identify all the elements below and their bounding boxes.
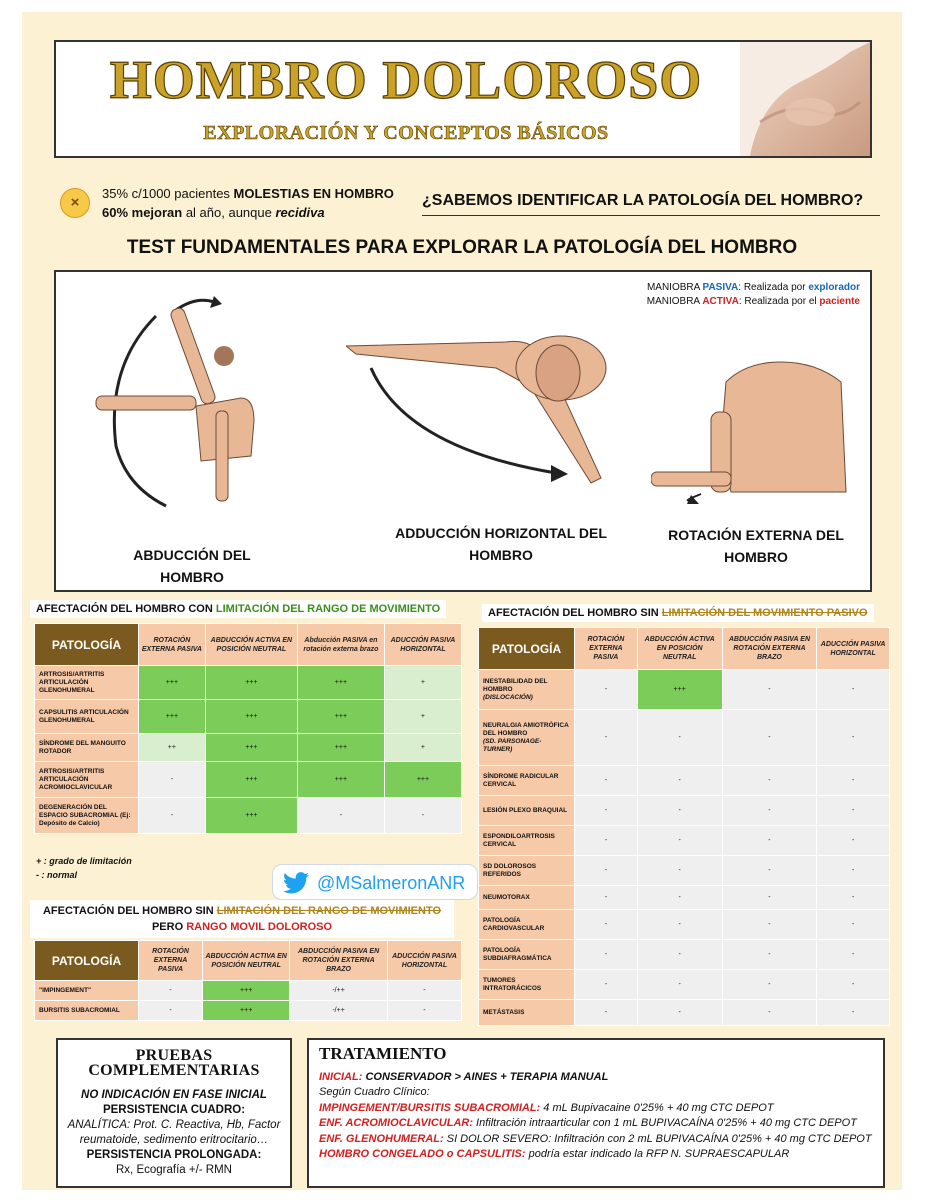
twitter-handle-badge[interactable] [272,864,478,900]
table1-header-pat: PATOLOGÍA [35,624,139,666]
table3-title: AFECTACIÓN DEL HOMBRO SIN LIMITACIÓN DEL RANGO DE MOVIMIENTO PERO RANGO MOVIL DOLOROSO [30,900,454,938]
table-cell: TUMORES INTRATORÁCICOS [479,970,575,1000]
pruebas-box [56,1038,292,1188]
table-cell: - [575,710,638,766]
table-cell: - [139,798,206,834]
table-cell: +++ [205,734,297,762]
table-cell: +++ [205,762,297,798]
table-cell: - [575,766,638,796]
table-cell: NEUMOTORAX [479,886,575,910]
table-cell: +++ [205,700,297,734]
table-cell: SÍNDROME RADICULAR CERVICAL [479,766,575,796]
table-row [479,910,890,940]
stats-line2-emphasis: recidiva [275,205,325,220]
table-header-cell: ADUCCIÓN PASIVA HORIZONTAL [387,941,461,981]
header-banner [54,40,872,158]
table-cell: +++ [139,700,206,734]
table-cell: +++ [297,734,384,762]
table-header-cell: PATOLOGÍA [35,941,139,981]
table-cell: - [722,796,817,826]
tratamiento-line: INICIAL: CONSERVADOR > AINES + TERAPIA MANUAL [319,1070,609,1083]
table-cell: - [575,856,638,886]
table-row [35,734,462,762]
twitter-bird-icon [283,872,309,894]
table1-title: AFECTACIÓN DEL HOMBRO CON LIMITACIÓN DEL RANGO DE MOVIMIENTO [30,600,446,618]
table-cell: - [575,1000,638,1026]
table-cell: + [384,666,461,700]
page-title: HOMBRO DOLOROSO [109,50,703,110]
tests-illustration-panel [54,270,872,592]
table-header-cell: ROTACIÓN EXTERNA PASIVA [139,941,203,981]
table-cell: +++ [637,670,722,710]
legend-passive: MANIOBRA PASIVA: Realizada por explorador [646,282,860,293]
tratamiento-title: TRATAMIENTO [319,1044,447,1063]
table-cell: - [637,970,722,1000]
table-cell: - [637,856,722,886]
table-row [479,670,890,710]
abduction-illustration [76,286,276,516]
shoulder-photo-illustration [740,42,870,156]
stats-line1-text: 35% c/1000 pacientes [102,186,234,201]
table-cell: - [817,970,890,1000]
table-cell: ARTROSIS/ARTRITIS ARTICULACIÓN GLENOHUMERAL [35,666,139,700]
table-row [479,826,890,856]
table-cell: - [637,886,722,910]
table-cell: - [575,940,638,970]
tratamiento-line: Según Cuadro Clínico: [319,1086,430,1098]
tratamiento-box [307,1038,885,1188]
table-cell: +++ [205,798,297,834]
test-label-horizontal-adduction: ADDUCCIÓN HORIZONTAL DEL HOMBRO [395,525,607,563]
table-cell: +++ [203,1001,290,1021]
table-cell: - [575,826,638,856]
table-cell: - [722,970,817,1000]
external-rotation-illustration [651,352,861,512]
table-row [35,762,462,798]
table-cell: - [297,798,384,834]
twitter-handle-text[interactable]: @MSalmeronANR [317,873,466,893]
table-cell: - [575,796,638,826]
pruebas-line: PERSISTENCIA PROLONGADA: [86,1149,262,1161]
table-cell: - [139,1001,203,1021]
tratamiento-line: ENF. GLENOHUMERAL: SI DOLOR SEVERO: Infiltración con 2 mL BUPIVACAÍNA 0'25% + 40 mg CTC DEPOT [319,1132,872,1145]
table-cell: +++ [297,762,384,798]
table-cell: ESPONDILOARTROSIS CERVICAL [479,826,575,856]
key-plus: + : grado de limitación [36,856,132,866]
table-cell: +++ [384,762,461,798]
table-cell: - [637,910,722,940]
table-cell: - [817,766,890,796]
legend-active: MANIOBRA ACTIVA: Realizada por el paciente [646,296,860,307]
table-cell: +++ [139,666,206,700]
table-cell: - [722,856,817,886]
table-cell: INESTABILIDAD DEL HOMBRO (DISLOCACIÓN) [479,670,575,710]
table-cell: +++ [297,666,384,700]
pruebas-line: NO INDICACIÓN EN FASE INICIAL [81,1089,267,1101]
table-cell: - [637,940,722,970]
table2-no-limitation [478,627,890,1026]
table-cell: - [817,856,890,886]
table-header-cell: ABDUCCIÓN PASIVA EN ROTACIÓN EXTERNA BRAZO [290,941,388,981]
table-cell: +++ [205,666,297,700]
table-cell: - [637,796,722,826]
table-cell: + [384,700,461,734]
table-cell: - [817,796,890,826]
table-row [35,666,462,700]
table-row [479,886,890,910]
table-header-cell: ROTACIÓN EXTERNA PASIVA [575,628,638,670]
table-cell: "IMPINGEMENT" [35,981,139,1001]
table-cell: - [575,670,638,710]
table-row [479,1000,890,1026]
table-header-cell: ABDUCCIÓN ACTIVA EN POSICIÓN NEUTRAL [203,941,290,981]
stats-line1-bold: MOLESTIAS EN HOMBRO [233,186,394,201]
table-row [479,710,890,766]
table-cell: - [817,1000,890,1026]
table-cell: - [817,940,890,970]
tratamiento-line: HOMBRO CONGELADO o CAPSULITIS: podría estar indicado la RFP N. SUPRAESCAPULAR [319,1148,790,1160]
table-cell: - [637,1000,722,1026]
pruebas-line: Rx, Ecografía +/- RMN [116,1164,232,1176]
pruebas-line: PERSISTENCIA CUADRO: [102,1104,246,1116]
table-cell: - [387,1001,461,1021]
table-cell: - [817,826,890,856]
table3-painful-range [34,940,462,1021]
table-header-cell: ABDUCCIÓN ACTIVA EN POSICIÓN NEUTRAL [637,628,722,670]
table-cell: - [722,940,817,970]
table-row [479,940,890,970]
table-cell: - [817,710,890,766]
horizontal-adduction-illustration [346,328,626,498]
table-header-cell: PATOLOGÍA [479,628,575,670]
table-cell: - [637,710,722,766]
table-cell: - [139,762,206,798]
pruebas-title: PRUEBAS COMPLEMENTARIAS [88,1047,260,1079]
table-cell: - [722,826,817,856]
table-cell: - [575,970,638,1000]
table-cell: BURSITIS SUBACROMIAL [35,1001,139,1021]
stats-line2-bold: 60% mejoran [102,205,183,220]
table-cell: - [384,798,461,834]
table-cell: DEGENERACIÓN DEL ESPACIO SUBACROMIAL (Ej: Depósito de Calcio) [35,798,139,834]
table-row [479,796,890,826]
table-cell: ARTROSIS/ARTRITIS ARTICULACIÓN ACROMIOCLAVICULAR [35,762,139,798]
table-cell: - [722,910,817,940]
table-row [35,1001,462,1021]
table-cell: ++ [139,734,206,762]
table-header-cell: ADUCCIÓN PASIVA HORIZONTAL [817,628,890,670]
table-header-cell: ABDUCCIÓN PASIVA EN ROTACIÓN EXTERNA BRAZO [722,628,817,670]
table-cell: NEURALGIA AMIOTRÓFICA DEL HOMBRO (SD. PARSONAGE-TURNER) [479,710,575,766]
key-question: ¿SABEMOS IDENTIFICAR LA PATOLOGÍA DEL HOMBRO? [422,192,864,209]
table-cell: - [722,886,817,910]
stats-line2-text: al año, aunque [182,205,276,220]
stats-block [102,184,394,222]
table-cell: +++ [297,700,384,734]
table-row [479,856,890,886]
infographic-page [22,12,902,1190]
table-cell: - [817,910,890,940]
table-row [479,766,890,796]
table-cell: - [637,766,722,796]
table1-col: Abducción PASIVA en rotación externa brazo [297,624,384,666]
table1-col: ROTACIÓN EXTERNA PASIVA [139,624,206,666]
table-cell: METÁSTASIS [479,1000,575,1026]
table-cell: - [722,1000,817,1026]
key-minus: - : normal [36,870,78,880]
table-cell: - [637,826,722,856]
test-label-abduction: ABDUCCIÓN DEL HOMBRO [133,547,251,585]
test-label-external-rotation: ROTACIÓN EXTERNA DEL HOMBRO [668,527,844,565]
page-subtitle: EXPLORACIÓN Y CONCEPTOS BÁSICOS [203,122,609,144]
table-cell: - [722,670,817,710]
pruebas-line: ANALÍTICA: Prot. C. Reactiva, Hb, Factor reumatoide, sedimento eritrocitario… [67,1119,281,1146]
worried-face-icon: × [60,188,90,218]
table-cell: - [722,766,817,796]
table1-col: ADUCCIÓN PASIVA HORIZONTAL [384,624,461,666]
table-cell: - [387,981,461,1001]
table-row [35,798,462,834]
table-row [35,981,462,1001]
table-cell: - [139,981,203,1001]
table-row [479,970,890,1000]
table1-col: ABDUCCIÓN ACTIVA EN POSICIÓN NEUTRAL [205,624,297,666]
table-cell: - [575,886,638,910]
table-cell: SÍNDROME DEL MANGUITO ROTADOR [35,734,139,762]
tests-heading: TEST FUNDAMENTALES PARA EXPLORAR LA PATOLOGÍA DEL HOMBRO [126,237,798,258]
tratamiento-line: IMPINGEMENT/BURSITIS SUBACROMIAL: 4 mL Bupivacaine 0'25% + 40 mg CTC DEPOT [319,1101,774,1114]
table-cell: -/++ [290,1001,388,1021]
table-row [35,700,462,734]
table-cell: LESIÓN PLEXO BRAQUIAL [479,796,575,826]
table-cell: + [384,734,461,762]
table-cell: -/++ [290,981,388,1001]
table2-title: AFECTACIÓN DEL HOMBRO SIN LIMITACIÓN DEL MOVIMIENTO PASIVO [482,604,874,622]
table1-limitation [34,623,462,834]
table-cell: - [722,710,817,766]
table-cell: - [817,886,890,910]
table-cell: PATOLOGÍA SUBDIAFRAGMÁTICA [479,940,575,970]
tratamiento-line: ENF. ACROMIOCLAVICULAR: Infiltración intraarticular con 1 mL BUPIVACAÍNA 0'25% + 40 mg CTC DEPOT [319,1117,857,1129]
table-cell: PATOLOGÍA CARDIOVASCULAR [479,910,575,940]
table-cell: SD DOLOROSOS REFERIDOS [479,856,575,886]
table-cell: - [817,670,890,710]
divider [422,215,880,216]
table-cell: CAPSULITIS ARTICULACIÓN GLENOHUMERAL [35,700,139,734]
table-cell: +++ [203,981,290,1001]
table-cell: - [575,910,638,940]
